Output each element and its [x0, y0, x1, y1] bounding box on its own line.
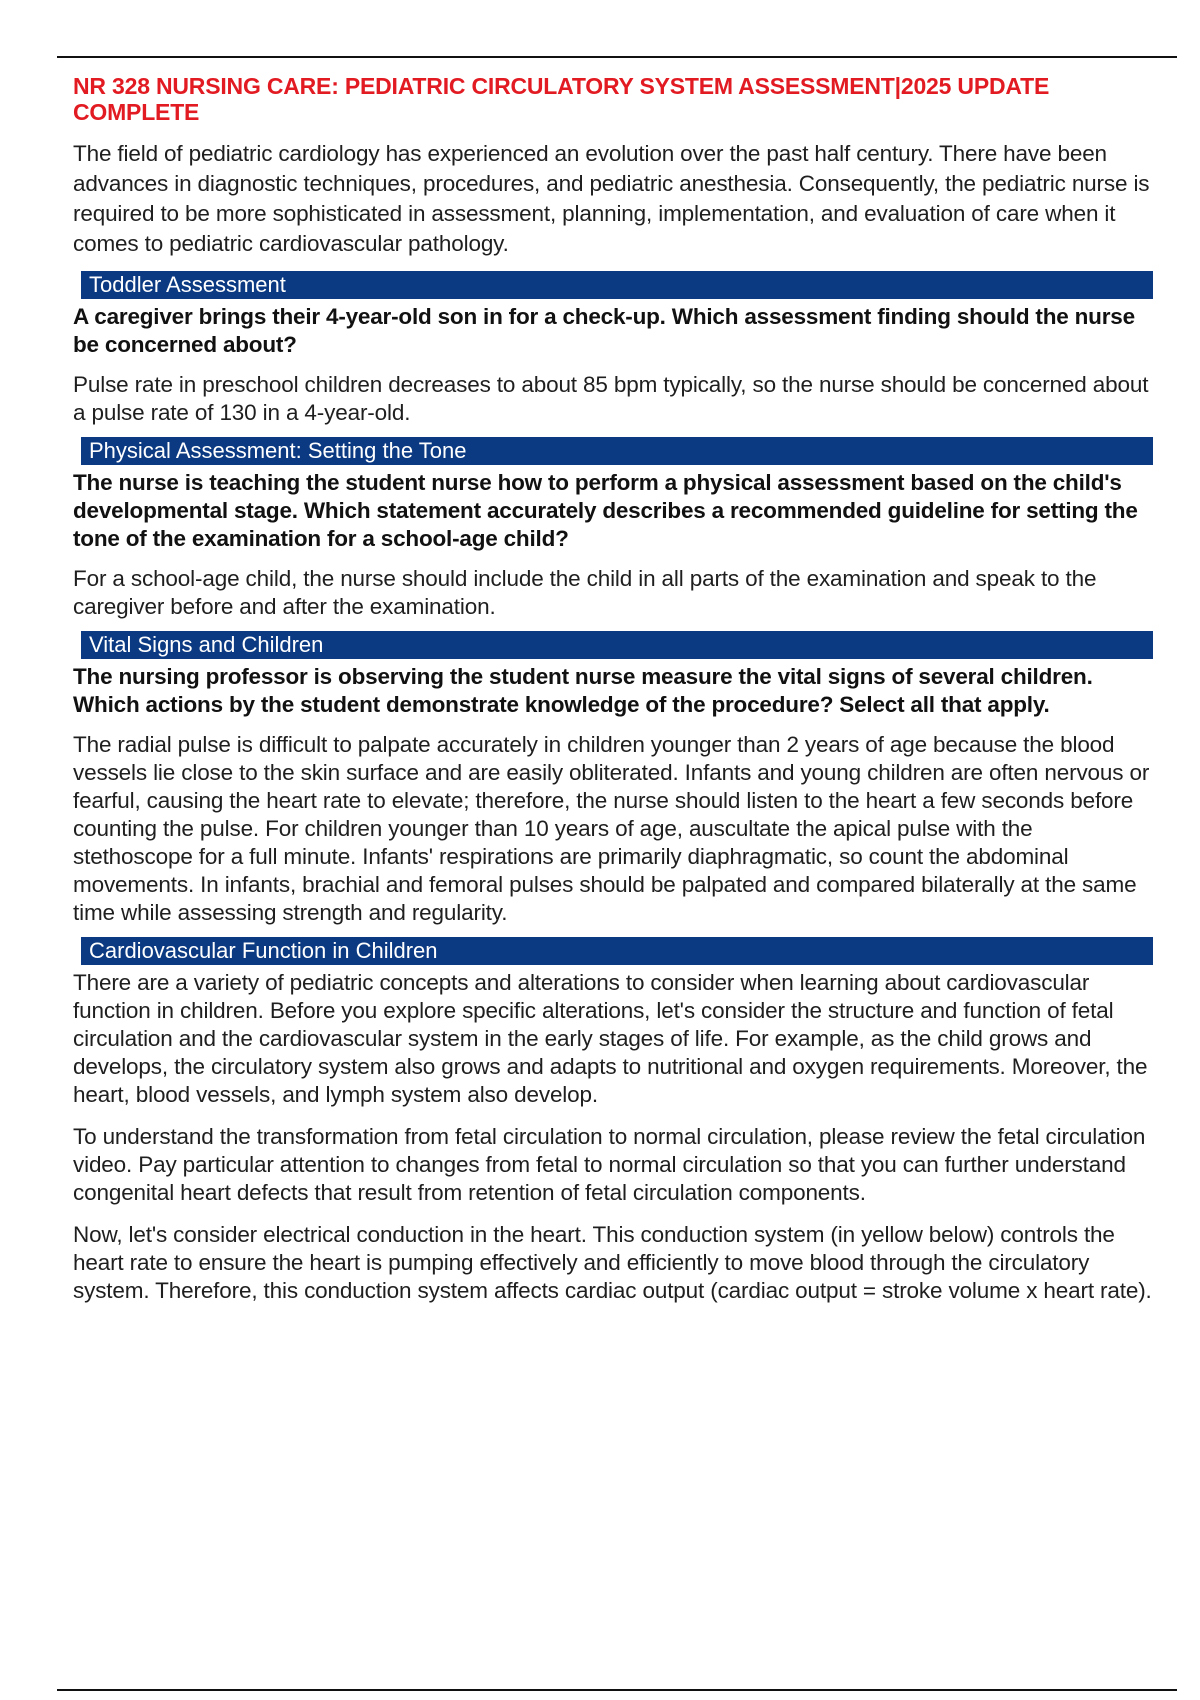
intro-paragraph: The field of pediatric cardiology has experienced an evolution over the past half century. There have been advances in diagnostic techniques, procedures, and pediatric anesthesia. Consequently, the pediatric nurse is required to be more sophisticated in assessment, planning, implementation, and evaluation of care when it comes to pediatric cardiovascular pathology. [73, 141, 1150, 256]
document-title: NR 328 NURSING CARE: PEDIATRIC CIRCULATORY SYSTEM ASSESSMENT|2025 UPDATE COMPLETE [73, 73, 1050, 125]
cardiovascular-paragraph-3: Now, let's consider electrical conduction in the heart. This conduction system (in yellow below) controls the heart rate to ensure the heart is pumping effectively and efficiently to move blood through the circulatory system. Therefore, this conduction system affects cardiac output (cardiac output = stroke volume x heart rate). [73, 1222, 1152, 1303]
top-rule [57, 56, 1177, 58]
cardiovascular-paragraph-2: To understand the transformation from fetal circulation to normal circulation, please review the fetal circulation video. Pay particular attention to changes from fetal to normal circulation so that you can further understand congenital heart defects that result from retention of fetal circulation components. [73, 1124, 1146, 1205]
section-heading-toddler-assessment: Toddler Assessment [81, 271, 1153, 299]
question-physical-assessment: The nurse is teaching the student nurse how to perform a physical assessment based on the child's developmental stage. Which statement accurately describes a recommended guideline for setting the tone of the examination for a school-age child? [73, 470, 1138, 551]
section-heading-vital-signs: Vital Signs and Children [81, 631, 1153, 659]
question-toddler-assessment: A caregiver brings their 4-year-old son in for a check-up. Which assessment finding should the nurse be concerned about? [73, 304, 1135, 357]
cardiovascular-paragraph-1: There are a variety of pediatric concepts and alterations to consider when learning about cardiovascular function in children. Before you explore specific alterations, let's consider the structure and function of fetal circulation and the cardiovascular system in the early stages of life. For example, as the child grows and develops, the circulatory system also grows and adapts to nutritional and oxygen requirements. Moreover, the heart, blood vessels, and lymph system also develop. [73, 970, 1148, 1107]
document-body [73, 73, 1153, 1319]
section-heading-physical-assessment: Physical Assessment: Setting the Tone [81, 437, 1153, 465]
section-heading-cardiovascular-function: Cardiovascular Function in Children [81, 937, 1153, 965]
answer-vital-signs: The radial pulse is difficult to palpate accurately in children younger than 2 years of age because the blood vessels lie close to the skin surface and are easily obliterated. Infants and young children are often nervous or fearful, causing the heart rate to elevate; therefore, the nurse should listen to the heart a few seconds before counting the pulse. For children younger than 10 years of age, auscultate the apical pulse with the stethoscope for a full minute. Infants' respirations are primarily diaphragmatic, so count the abdominal movements. In infants, brachial and femoral pulses should be palpated and compared bilaterally at the same time while assessing strength and regularity. [73, 732, 1150, 925]
answer-physical-assessment: For a school-age child, the nurse should include the child in all parts of the examination and speak to the caregiver before and after the examination. [73, 566, 1097, 619]
bottom-rule [57, 1689, 1177, 1691]
answer-toddler-assessment: Pulse rate in preschool children decreases to about 85 bpm typically, so the nurse should be concerned about a pulse rate of 130 in a 4-year-old. [73, 372, 1149, 425]
question-vital-signs: The nursing professor is observing the student nurse measure the vital signs of several children. Which actions by the student demonstrate knowledge of the procedure? Select all that apply. [73, 664, 1093, 717]
